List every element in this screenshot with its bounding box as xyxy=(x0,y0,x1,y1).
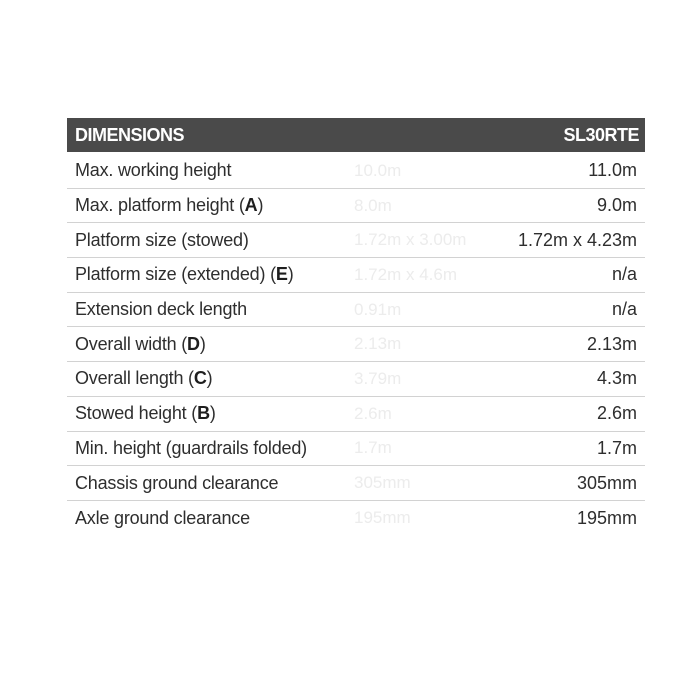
table-row xyxy=(67,327,645,362)
table-header xyxy=(67,118,645,152)
row-value: n/a xyxy=(611,264,637,285)
row-label: Overall width (D) xyxy=(75,333,206,354)
table-row xyxy=(67,258,645,293)
table-body xyxy=(67,154,645,536)
table-row xyxy=(67,223,645,258)
table-row xyxy=(67,432,645,467)
table-row xyxy=(67,293,645,328)
row-value: n/a xyxy=(611,299,637,320)
table-row xyxy=(67,501,645,536)
row-label: Max. working height xyxy=(75,160,232,181)
faded-value: 0.91m xyxy=(354,299,402,319)
faded-value: 1.7m xyxy=(354,438,392,458)
table-row xyxy=(67,397,645,432)
row-value: 11.0m xyxy=(588,160,637,181)
row-value: 9.0m xyxy=(596,195,637,216)
faded-value: 1.72m x 4.6m xyxy=(354,264,457,284)
row-value: 305mm xyxy=(576,472,637,493)
row-value: 1.72m x 4.23m xyxy=(517,229,637,250)
faded-value: 2.13m xyxy=(354,334,402,354)
row-label: Overall length (C) xyxy=(75,368,213,389)
row-value: 195mm xyxy=(576,507,637,528)
row-value: 2.13m xyxy=(586,333,637,354)
row-label: Min. height (guardrails folded) xyxy=(75,437,307,458)
row-value: 2.6m xyxy=(596,403,637,424)
row-label: Platform size (stowed) xyxy=(75,229,249,250)
header-model: SL30RTE xyxy=(563,124,639,145)
table-row xyxy=(67,154,645,189)
faded-value: 1.72m x 3.00m xyxy=(354,230,467,250)
faded-value: 3.79m xyxy=(354,368,402,388)
faded-value: 305mm xyxy=(354,473,411,493)
row-label: Chassis ground clearance xyxy=(75,472,279,493)
header-title: DIMENSIONS xyxy=(75,124,185,145)
table-row xyxy=(67,466,645,501)
row-label: Extension deck length xyxy=(75,299,247,320)
row-value: 4.3m xyxy=(596,368,637,389)
table-row xyxy=(67,362,645,397)
faded-value: 2.6m xyxy=(354,403,392,423)
row-value: 1.7m xyxy=(596,437,637,458)
row-label: Max. platform height (A) xyxy=(75,195,264,216)
table-row xyxy=(67,189,645,224)
row-label: Stowed height (B) xyxy=(75,403,216,424)
faded-value: 195mm xyxy=(354,508,411,528)
dimensions-table xyxy=(67,118,645,536)
faded-value: 10.0m xyxy=(354,160,402,180)
row-label: Axle ground clearance xyxy=(75,507,250,528)
row-label: Platform size (extended) (E) xyxy=(75,264,294,285)
faded-value: 8.0m xyxy=(354,195,392,215)
